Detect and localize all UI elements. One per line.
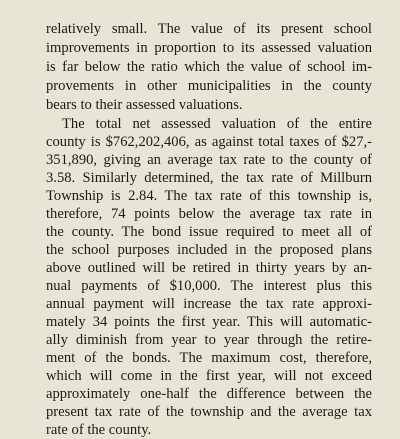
text-line: 351,890, giving an average tax rate to the county of xyxy=(46,152,372,168)
text-line: county is $762,202,406, as against total taxes of $27,- xyxy=(46,134,372,150)
text-line: ment of the bonds. The maximum cost, therefore, xyxy=(46,350,372,366)
text-line: which will come in the first year, will not exceed xyxy=(46,368,372,384)
text-line: bears to their assessed valuations. xyxy=(46,97,243,113)
text-line: nual payments of $10,000. The interest plus this xyxy=(46,278,372,294)
text-line: present tax rate of the township and the average tax xyxy=(46,404,372,420)
text-line: The total net assessed valuation of the entire xyxy=(62,116,372,132)
text-line: ally diminish from year to year through the retire- xyxy=(46,332,372,348)
text-line: above outlined will be retired in thirty years by an- xyxy=(46,260,372,276)
text-line: the county. The bond issue required to meet all of xyxy=(46,224,372,240)
text-line: 3.58. Similarly determined, the tax rate of Millburn xyxy=(46,170,372,186)
text-line: relatively small. The value of its present school xyxy=(46,21,372,37)
text-line: provements in other municipalities in the county xyxy=(46,78,372,94)
text-line: mately 34 points the first year. This will automatic- xyxy=(46,314,372,330)
text-line: is far below the ratio which the value of school im- xyxy=(46,59,372,75)
text-line: annual payment will increase the tax rate approxi- xyxy=(46,296,372,312)
text-line: approximately one-half the difference between the xyxy=(46,386,372,402)
text-line: improvements in proportion to its assessed valuation xyxy=(46,40,372,56)
text-line: rate of the county. xyxy=(46,422,152,438)
text-line: the school purposes included in the proposed plans xyxy=(46,242,372,258)
text-line: therefore, 74 points below the average tax rate in xyxy=(46,206,372,222)
text-line: Township is 2.84. The tax rate of this township is, xyxy=(46,188,372,204)
